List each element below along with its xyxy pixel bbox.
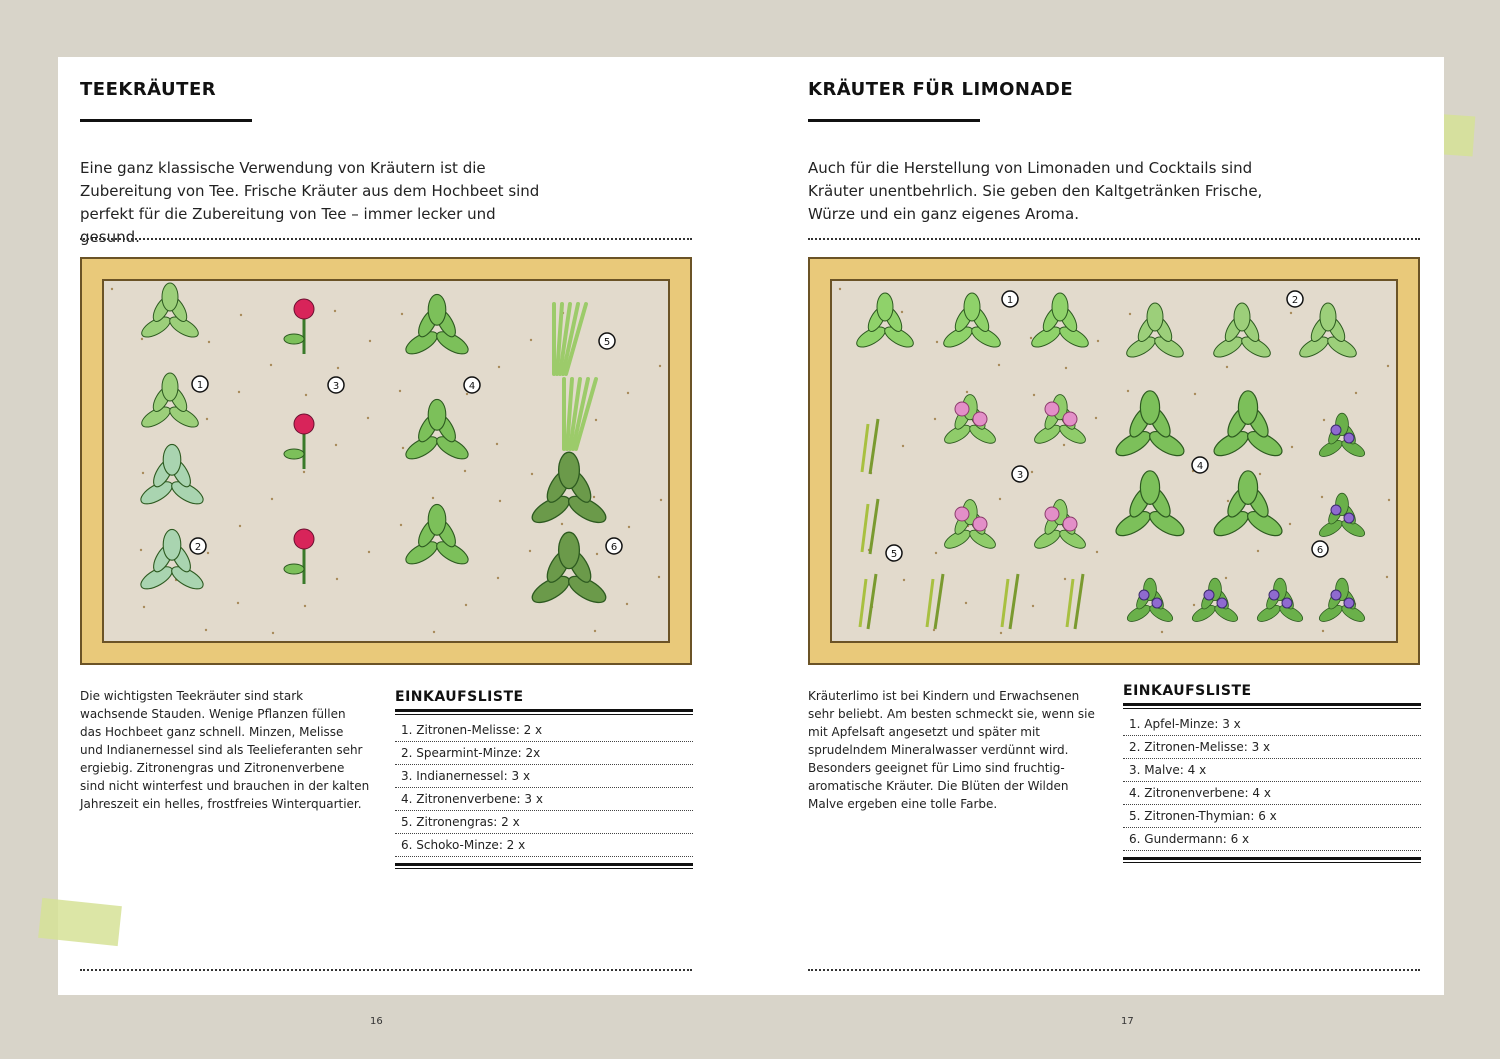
- plant-icon: [941, 293, 1004, 351]
- plant-icon: [138, 444, 207, 508]
- soil-speck: [1194, 393, 1196, 395]
- soil-speck: [1225, 577, 1227, 579]
- plant-icon: [1029, 293, 1092, 351]
- flower-icon: [1331, 590, 1341, 600]
- list-item: 2. Zitronen-Melisse: 3 x: [1123, 736, 1421, 759]
- soil-speck: [1129, 313, 1131, 315]
- list-item: 6. Schoko-Minze: 2 x: [395, 834, 693, 857]
- soil-speck: [334, 310, 336, 312]
- leaf-icon: [1140, 391, 1159, 425]
- soil-speck: [304, 605, 306, 607]
- page-number: 17: [1121, 1016, 1134, 1027]
- thyme-stem-icon: [1075, 574, 1083, 629]
- page-right: [751, 57, 1444, 995]
- list-rule: [1123, 857, 1421, 863]
- soil-speck: [1226, 366, 1228, 368]
- soil-speck: [208, 341, 210, 343]
- plant-icon: [403, 399, 472, 463]
- soil-speck: [593, 496, 595, 498]
- number-marker-label: 4: [468, 381, 476, 392]
- leaf-icon: [428, 399, 446, 430]
- number-marker-label: 2: [194, 542, 202, 553]
- leaf-icon: [162, 283, 178, 311]
- flower-icon: [1063, 412, 1077, 426]
- list-rule: [395, 709, 693, 715]
- soil-speck: [1032, 605, 1034, 607]
- soil-speck: [1033, 394, 1035, 396]
- soil-speck: [271, 498, 273, 500]
- soil-speck: [239, 525, 241, 527]
- flower-icon: [1344, 433, 1354, 443]
- soil-speck: [303, 471, 305, 473]
- soil-speck: [1030, 337, 1032, 339]
- number-marker-label: 1: [196, 380, 204, 391]
- flower-icon: [1045, 507, 1059, 521]
- soil-speck: [626, 603, 628, 605]
- thyme-stem-icon: [1002, 579, 1008, 627]
- soil-speck: [238, 391, 240, 393]
- plant-icon: [854, 293, 917, 351]
- plant-icon: [403, 294, 472, 358]
- soil-speck: [839, 288, 841, 290]
- plant-icon: [1317, 493, 1367, 539]
- soil-speck: [205, 629, 207, 631]
- soil-speck: [933, 629, 935, 631]
- plant-icon: [139, 283, 202, 341]
- soil-speck: [305, 394, 307, 396]
- soil-speck: [465, 604, 467, 606]
- soil-speck: [335, 444, 337, 446]
- list-rule: [1123, 703, 1421, 709]
- soil-speck: [1031, 471, 1033, 473]
- thyme-stem-icon: [870, 419, 878, 474]
- page-left: [58, 57, 751, 995]
- tape-bottom-left: [38, 898, 122, 946]
- list-item: 4. Zitronenverbene: 4 x: [1123, 782, 1421, 805]
- soil-speck: [1065, 367, 1067, 369]
- list-item: 5. Zitronen-Thymian: 6 x: [1123, 805, 1421, 828]
- plant-drawing: [82, 259, 694, 667]
- soil-speck: [270, 364, 272, 366]
- soil-speck: [272, 632, 274, 634]
- leaf-icon: [284, 564, 304, 574]
- soil-speck: [111, 288, 113, 290]
- thyme-stem-icon: [860, 579, 866, 627]
- soil-speck: [966, 391, 968, 393]
- plant-drawing: [810, 259, 1422, 667]
- soil-speck: [1259, 473, 1261, 475]
- soil-speck: [1161, 631, 1163, 633]
- soil-speck: [1096, 551, 1098, 553]
- leaf-icon: [163, 529, 181, 560]
- plant-icon: [1112, 471, 1187, 541]
- soil-speck: [1291, 446, 1293, 448]
- plant-icon: [1124, 303, 1187, 361]
- flower-icon: [1204, 590, 1214, 600]
- soil-speck: [1387, 365, 1389, 367]
- soil-speck: [399, 390, 401, 392]
- soil-speck: [432, 497, 434, 499]
- soil-speck: [464, 470, 466, 472]
- list-item: 5. Zitronengras: 2 x: [395, 811, 693, 834]
- soil-speck: [999, 498, 1001, 500]
- thyme-stem-icon: [1010, 574, 1018, 629]
- leaf-icon: [1147, 303, 1163, 331]
- soil-speck: [530, 339, 532, 341]
- soil-speck: [498, 366, 500, 368]
- soil-speck: [1227, 500, 1229, 502]
- soil-speck: [401, 313, 403, 315]
- soil-speck: [1322, 630, 1324, 632]
- flower-icon: [1331, 505, 1341, 515]
- soil-speck: [628, 526, 630, 528]
- soil-speck: [1290, 312, 1292, 314]
- number-marker-label: 5: [890, 549, 898, 560]
- soil-speck: [1000, 632, 1002, 634]
- soil-speck: [998, 364, 1000, 366]
- plant-icon: [1032, 500, 1088, 552]
- plant-icon: [1210, 471, 1285, 541]
- title-underline: [80, 119, 252, 122]
- shopping-list: [395, 689, 693, 869]
- book-spread: [58, 57, 1444, 995]
- soil-speck: [207, 552, 209, 554]
- soil-speck: [367, 417, 369, 419]
- soil-speck: [141, 338, 143, 340]
- soil-speck: [142, 472, 144, 474]
- plant-icon: [528, 532, 610, 607]
- soil-speck: [497, 577, 499, 579]
- soil-speck: [1323, 419, 1325, 421]
- leaf-icon: [1234, 303, 1250, 331]
- plant-icon: [942, 500, 998, 552]
- plant-icon: [1317, 578, 1367, 624]
- soil-speck: [934, 418, 936, 420]
- number-marker-label: 1: [1006, 295, 1014, 306]
- number-marker-label: 5: [603, 337, 611, 348]
- plant-icon: [528, 452, 610, 527]
- soil-speck: [1388, 499, 1390, 501]
- list-item: 1. Zitronen-Melisse: 2 x: [395, 719, 693, 742]
- soil-speck: [400, 524, 402, 526]
- leaf-icon: [1140, 471, 1159, 505]
- soil-speck: [659, 365, 661, 367]
- list-item: 6. Gundermann: 6 x: [1123, 828, 1421, 851]
- soil-speck: [466, 393, 468, 395]
- soil-speck: [1289, 523, 1291, 525]
- number-marker-label: 2: [1291, 295, 1299, 306]
- soil-speck: [1321, 496, 1323, 498]
- soil-speck: [206, 418, 208, 420]
- plant-icon: [942, 395, 998, 447]
- list-title: EINKAUFSLISTE: [395, 689, 524, 705]
- soil-speck: [337, 367, 339, 369]
- soil-speck: [935, 552, 937, 554]
- intro-text: Auch für die Herstellung von Limonaden und Cocktails sind Kräuter unentbehrlich. Sie geben den Kaltgetränken Frische, Würze und ein ganz eigenes Aroma.: [808, 159, 1263, 223]
- flower-icon: [1217, 598, 1227, 608]
- thyme-stem-icon: [862, 504, 868, 552]
- plant-icon: [1125, 578, 1175, 624]
- soil-speck: [531, 473, 533, 475]
- flower-icon: [1331, 425, 1341, 435]
- soil-speck: [595, 419, 597, 421]
- flower-icon: [955, 402, 969, 416]
- dotted-divider: [808, 238, 1420, 240]
- list-item: 1. Apfel-Minze: 3 x: [1123, 713, 1421, 736]
- thyme-stem-icon: [1067, 579, 1073, 627]
- soil-speck: [369, 340, 371, 342]
- soil-speck: [140, 549, 142, 551]
- thyme-stem-icon: [870, 499, 878, 554]
- soil-speck: [660, 499, 662, 501]
- number-marker-label: 6: [610, 542, 618, 553]
- list-item: 2. Spearmint-Minze: 2x: [395, 742, 693, 765]
- leaf-icon: [1320, 303, 1336, 331]
- thyme-stem-icon: [862, 424, 868, 472]
- flower-icon: [1045, 402, 1059, 416]
- shopping-list: [1123, 683, 1421, 863]
- dotted-divider: [808, 969, 1420, 971]
- soil-speck: [936, 341, 938, 343]
- soil-speck: [561, 523, 563, 525]
- leaf-icon: [428, 294, 446, 325]
- flower-icon: [973, 412, 987, 426]
- flower-icon: [973, 517, 987, 531]
- soil-speck: [902, 445, 904, 447]
- soil-speck: [627, 392, 629, 394]
- soil-speck: [965, 602, 967, 604]
- title-underline: [808, 119, 980, 122]
- plant-icon: [1297, 303, 1360, 361]
- soil-speck: [433, 631, 435, 633]
- leaf-icon: [1238, 471, 1257, 505]
- thyme-stem-icon: [927, 579, 933, 627]
- number-marker-label: 6: [1316, 545, 1324, 556]
- flower-icon: [1139, 590, 1149, 600]
- leaf-icon: [428, 504, 446, 535]
- soil-speck: [240, 314, 242, 316]
- soil-speck: [336, 578, 338, 580]
- soil-speck: [237, 602, 239, 604]
- soil-speck: [1257, 550, 1259, 552]
- flower-icon: [1344, 598, 1354, 608]
- soil-speck: [658, 576, 660, 578]
- leaf-icon: [559, 452, 580, 488]
- thyme-stem-icon: [868, 574, 876, 629]
- soil-speck: [903, 579, 905, 581]
- leaf-icon: [1238, 391, 1257, 425]
- flower-icon: [1282, 598, 1292, 608]
- leaf-icon: [1052, 293, 1068, 321]
- list-item: 4. Zitronenverbene: 3 x: [395, 788, 693, 811]
- plant-icon: [1255, 578, 1305, 624]
- plant-icon: [403, 504, 472, 568]
- page-number: 16: [370, 1016, 383, 1027]
- number-marker-label: 3: [332, 381, 340, 392]
- raised-bed-illustration: [808, 257, 1420, 665]
- soil-speck: [368, 551, 370, 553]
- soil-speck: [901, 311, 903, 313]
- list-item: 3. Indianernessel: 3 x: [395, 765, 693, 788]
- soil-speck: [499, 500, 501, 502]
- soil-speck: [529, 550, 531, 552]
- flower-icon: [1344, 513, 1354, 523]
- page-title: KRÄUTER FÜR LIMONADE: [808, 79, 1074, 100]
- soil-speck: [594, 630, 596, 632]
- plant-icon: [1210, 391, 1285, 461]
- raised-bed-illustration: [80, 257, 692, 665]
- leaf-icon: [284, 334, 304, 344]
- list-item: 3. Malve: 4 x: [1123, 759, 1421, 782]
- dotted-divider: [80, 969, 692, 971]
- intro-text: Eine ganz klassische Verwendung von Kräutern ist die Zubereitung von Tee. Frische Kräuter aus dem Hochbeet sind perfekt für die Zubereitung von Tee – immer lecker und gesund.: [80, 159, 540, 246]
- soil-speck: [402, 447, 404, 449]
- soil-speck: [1097, 340, 1099, 342]
- list-title: EINKAUFSLISTE: [1123, 683, 1252, 699]
- plant-icon: [1190, 578, 1240, 624]
- thyme-stem-icon: [935, 574, 943, 629]
- flower-icon: [1152, 598, 1162, 608]
- soil-speck: [596, 553, 598, 555]
- soil-speck: [1095, 417, 1097, 419]
- plant-icon: [1112, 391, 1187, 461]
- leaf-icon: [877, 293, 893, 321]
- number-marker-label: 4: [1196, 461, 1204, 472]
- leaf-icon: [162, 373, 178, 401]
- soil-speck: [1355, 392, 1357, 394]
- soil-speck: [1063, 444, 1065, 446]
- flower-icon: [294, 529, 314, 549]
- leaf-icon: [559, 532, 580, 568]
- page-title: TEEKRÄUTER: [80, 79, 217, 100]
- soil-speck: [143, 606, 145, 608]
- soil-speck: [1127, 390, 1129, 392]
- plant-icon: [1032, 395, 1088, 447]
- flower-icon: [1269, 590, 1279, 600]
- list-rule: [395, 863, 693, 869]
- soil-speck: [496, 443, 498, 445]
- soil-speck: [1064, 578, 1066, 580]
- flower-icon: [1063, 517, 1077, 531]
- flower-icon: [955, 507, 969, 521]
- soil-speck: [1386, 576, 1388, 578]
- number-marker-label: 3: [1016, 470, 1024, 481]
- dotted-divider: [80, 238, 692, 240]
- body-text: Kräuterlimo ist bei Kindern und Erwachsenen sehr beliebt. Am besten schmeckt sie, wenn sie mit Apfelsaft angesetzt und später mit sprudelndem Mineralwasser verdünnt wird. Besonders geeignet für Limo sind fruchtig-aromatische Kräuter. Die Blüten der Wilden Malve ergeben eine tolle Farbe.: [808, 689, 1095, 811]
- leaf-icon: [163, 444, 181, 475]
- leaf-icon: [964, 293, 980, 321]
- leaf-icon: [284, 449, 304, 459]
- plant-icon: [1211, 303, 1274, 361]
- body-text: Die wichtigsten Teekräuter sind stark wachsende Stauden. Wenige Pflanzen füllen das Hochbeet ganz schnell. Minzen, Melisse und Indianernessel sind als Teelieferanten sehr ergiebig. Zitronengras und Zitronenverbene sind nicht winterfest und brauchen in der kalten Jahreszeit ein helles, frostfreies Winterquartier.: [80, 689, 370, 811]
- soil-speck: [1193, 604, 1195, 606]
- flower-icon: [294, 299, 314, 319]
- flower-icon: [294, 414, 314, 434]
